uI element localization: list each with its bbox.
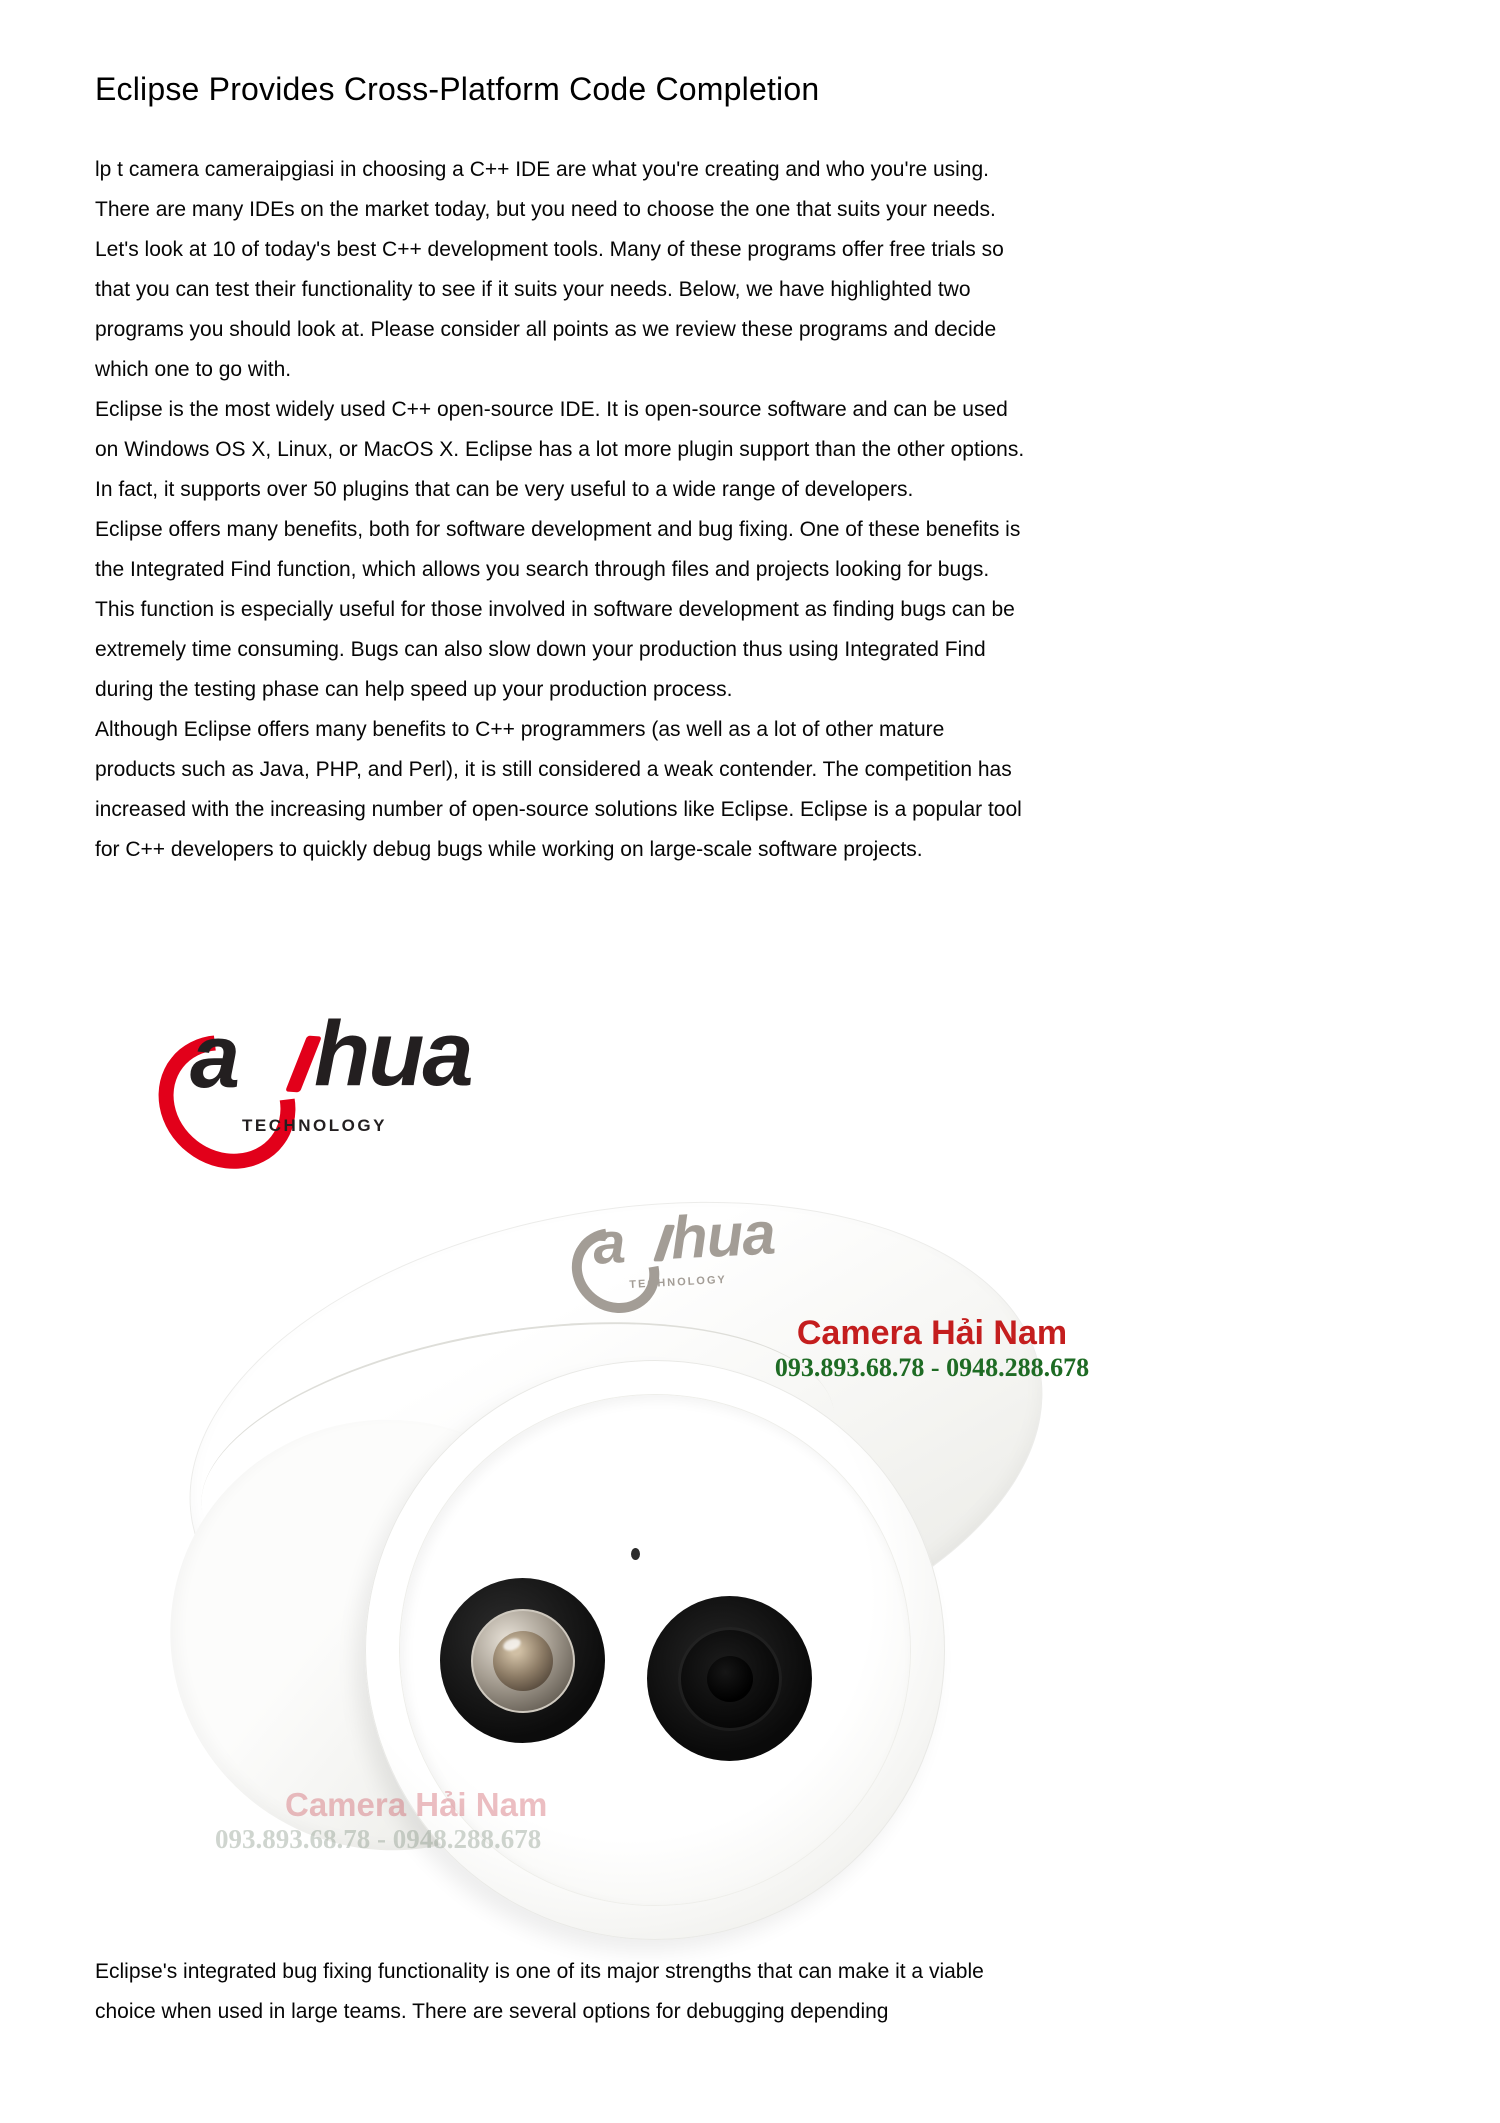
dahua-logo-letter-a: a: [190, 1007, 241, 1107]
paragraph-intro: lp t camera cameraipgiasi in choosing a C++ IDE are what you're creating and who you're using. There are many IDEs on the market today, but you need to choose the one that suits your needs. Let's look at 10 of today's best C++ development tools. Many of these programs offer free trials so that you can test their functionality to see if it suits your needs. Below, we have highlighted two programs you should look at. Please consider all points as we review these programs and decide which one to go with.: [95, 158, 1004, 381]
camera-ir-led-lens: [493, 1631, 553, 1691]
camera-lens-glass: [707, 1656, 753, 1702]
dome-dahua-letter-a: a: [591, 1210, 628, 1277]
page-title: Eclipse Provides Cross-Platform Code Completion: [95, 71, 820, 108]
camera-ir-led-ring: [471, 1609, 575, 1713]
article-body: [95, 150, 1025, 870]
camera-lens-barrel: [678, 1627, 782, 1731]
seller-phone-numbers: 093.893.68.78 - 0948.288.678: [774, 1353, 1090, 1382]
camera-mic-hole: [631, 1548, 640, 1560]
dahua-logo-text: hua: [314, 1003, 472, 1105]
seller-overlay: [692, 1314, 1172, 1384]
dome-dahua-tagline: TECHNOLOGY: [629, 1273, 728, 1291]
camera-product-image: [170, 1190, 1090, 1935]
dahua-logo: [150, 1003, 510, 1143]
dahua-tagline: TECHNOLOGY: [242, 1116, 387, 1135]
paragraph-eclipse-competition: Although Eclipse offers many benefits to C++ programmers (as well as a lot of other mature products such as Java, PHP, and Perl), it is still considered a weak contender. The competition has increased with the increasing number of open-source solutions like Eclipse. Eclipse is a popular tool for C++ developers to quickly debug bugs while working on large-scale software projects.: [95, 718, 1022, 861]
dome-dahua-text: hua: [669, 1199, 777, 1272]
dome-dahua-logo: [568, 1199, 802, 1304]
paragraph-eclipse-overview: Eclipse is the most widely used C++ open-source IDE. It is open-source software and can be used on Windows OS X, Linux, or MacOS X. Eclipse has a lot more plugin support than the other options. In fact, it supports over 50 plugins that can be very useful to a wide range of developers.: [95, 398, 1025, 501]
seller-name: Camera Hải Nam: [796, 1314, 1068, 1352]
closing-paragraph: Eclipse's integrated bug fixing functionality is one of its major strengths that can make it a viable choice when used in large teams. There are several options for debugging depending: [95, 1960, 984, 2023]
watermark-seller-name: Camera Hải Nam: [285, 1786, 548, 1823]
paragraph-eclipse-benefits: Eclipse offers many benefits, both for software development and bug fixing. One of these benefits is the Integrated Find function, which allows you search through files and projects looking for bugs. This function is especially useful for those involved in software development as finding bugs can be extremely time consuming. Bugs can also slow down your production thus using Integrated Find during the testing phase can help speed up your production process.: [95, 518, 1021, 701]
watermark-phone-numbers: 093.893.68.78 - 0948.288.678: [215, 1824, 542, 1854]
camera-lens-housing: [647, 1596, 812, 1761]
camera-ir-led-housing: [440, 1578, 605, 1743]
